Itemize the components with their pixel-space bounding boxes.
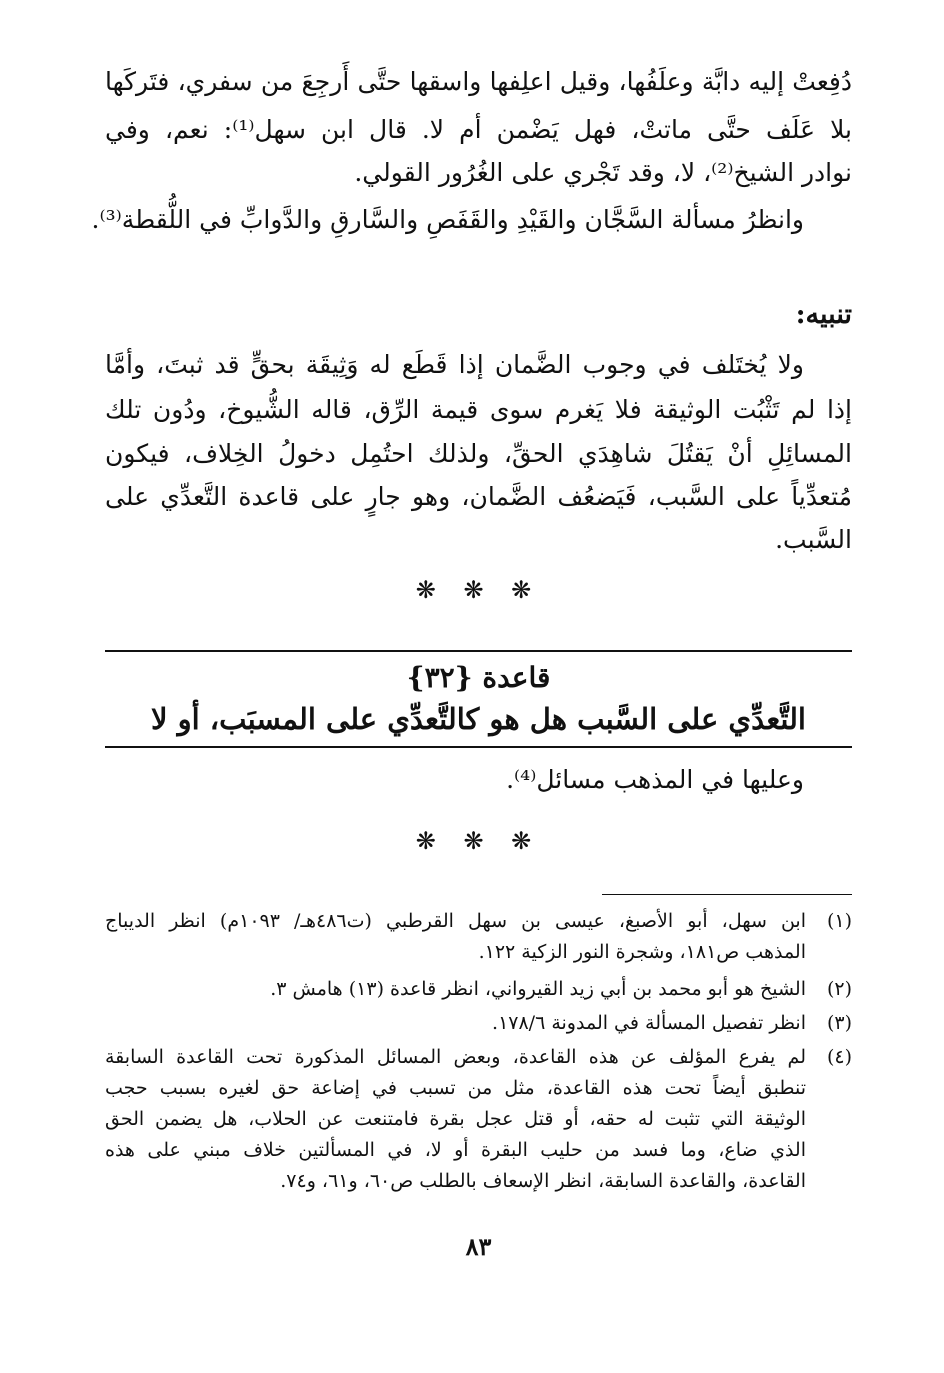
notice-line: ولا يُختَلف في وجوب الضَّمان إذا قَطَع له وَثِيقَة بحقٍّ قد ثبتَ، وأمَّا (105, 350, 804, 379)
footnote-number: (٢) (826, 978, 852, 1000)
footnote-text: المذهب ص١٨١، وشجرة النور الزكية ١٢٢. (478, 941, 806, 963)
footnote (105, 1008, 852, 1039)
footnote-text: تنطبق أيضاً تحت هذه القاعدة، مثل من تسبب في إضاعة حق لغيره بسبب حجب (105, 1077, 806, 1099)
footnote (105, 906, 852, 968)
notice-line: إذا لم تَثْبُت الوثيقة فلا يَغرم سوى قيمة الرِّق، قاله الشُّيوخ، ودُون تلك (105, 395, 852, 424)
book-page (91, 0, 853, 1373)
body-line: بلا عَلَف حتَّى ماتتْ، فهل يَضْمن أم لا. قال ابن سهل⁽¹⁾: نعم، وفي (105, 115, 853, 144)
top-rule-line (105, 650, 852, 652)
notice-line: مُتعدِّياً على السَّبب، فَيَضعُف الضَّمان، وهو جارٍ على قاعدة التَّعدِّي على (105, 482, 852, 511)
notice-line: السَّبب. (775, 525, 852, 554)
rule-title: قاعدة {٣٢} (406, 661, 551, 694)
footnote-text: الشيخ هو أبو محمد بن أبي زيد القيرواني، انظر قاعدة (١٣) هامش ٣. (270, 978, 806, 1000)
footnote-separator (602, 894, 852, 895)
footnote-text: الوثيقة التي تثبت له حقه، أو قتل عجل بقرة فامتنعت عن الحلاب، هل يضمن الحق (105, 1108, 806, 1130)
footnote-number: (٣) (826, 1012, 852, 1034)
body-line: دُفِعتْ إليه دابَّة وعلَفُها، وقيل اعلِفها واسقها حتَّى أَرجِعَ من سفري، فتَركَها (105, 67, 852, 96)
body-line: نوادر الشيخ⁽²⁾، لا، وقد تَجْري على الغُرُور القولي. (354, 158, 852, 187)
notice-heading: تنبيه: (795, 299, 852, 330)
section-separator: ❋ ❋ ❋ (415, 827, 542, 855)
footnote-text: انظر تفصيل المسألة في المدونة ١٧٨/٦. (492, 1012, 806, 1034)
section-separator: ❋ ❋ ❋ (415, 576, 542, 604)
rule-subtitle: التَّعدِّي على السَّبب هل هو كالتَّعدِّي على المسبَب، أو لا (151, 702, 806, 736)
footnote-text: القاعدة، والقاعدة السابقة، انظر الإسعاف بالطلب ص٦٠، و٦١، و٧٤. (280, 1170, 806, 1192)
body-line: وانظرُ مسألة السَّجَّان والقَيْدِ والقَفَصِ والسَّارقِ والدَّوابِّ في اللُّقطة⁽³⁾. (91, 205, 804, 234)
footnote-text: الذي ضاع، وما فسد من حليب البقرة أو لا، في المسألتين خلاف مبني على هذه (105, 1139, 806, 1161)
rule-body: وعليها في المذهب مسائل⁽⁴⁾. (506, 765, 804, 794)
footnote (105, 1042, 852, 1202)
footnote (105, 974, 852, 1005)
bottom-rule-line (105, 746, 852, 748)
notice-line: المسائِلِ أنْ يَقتُلَ شاهِدَي الحقِّ، ولذلك احتُمِل دخولُ الخِلاف، فيكون (105, 439, 852, 468)
footnote-text: لم يفرع المؤلف عن هذه القاعدة، وبعض المسائل المذكورة تحت القاعدة السابقة (105, 1046, 806, 1068)
footnote-number: (١) (826, 910, 852, 932)
footnote-number: (٤) (826, 1046, 852, 1068)
footnote-text: ابن سهل، أبو الأصبغ، عيسى بن سهل القرطبي (ت٤٨٦هـ/ ١٠٩٣م) انظر الديباج (105, 910, 806, 932)
page-number: ٨٣ (465, 1232, 492, 1261)
